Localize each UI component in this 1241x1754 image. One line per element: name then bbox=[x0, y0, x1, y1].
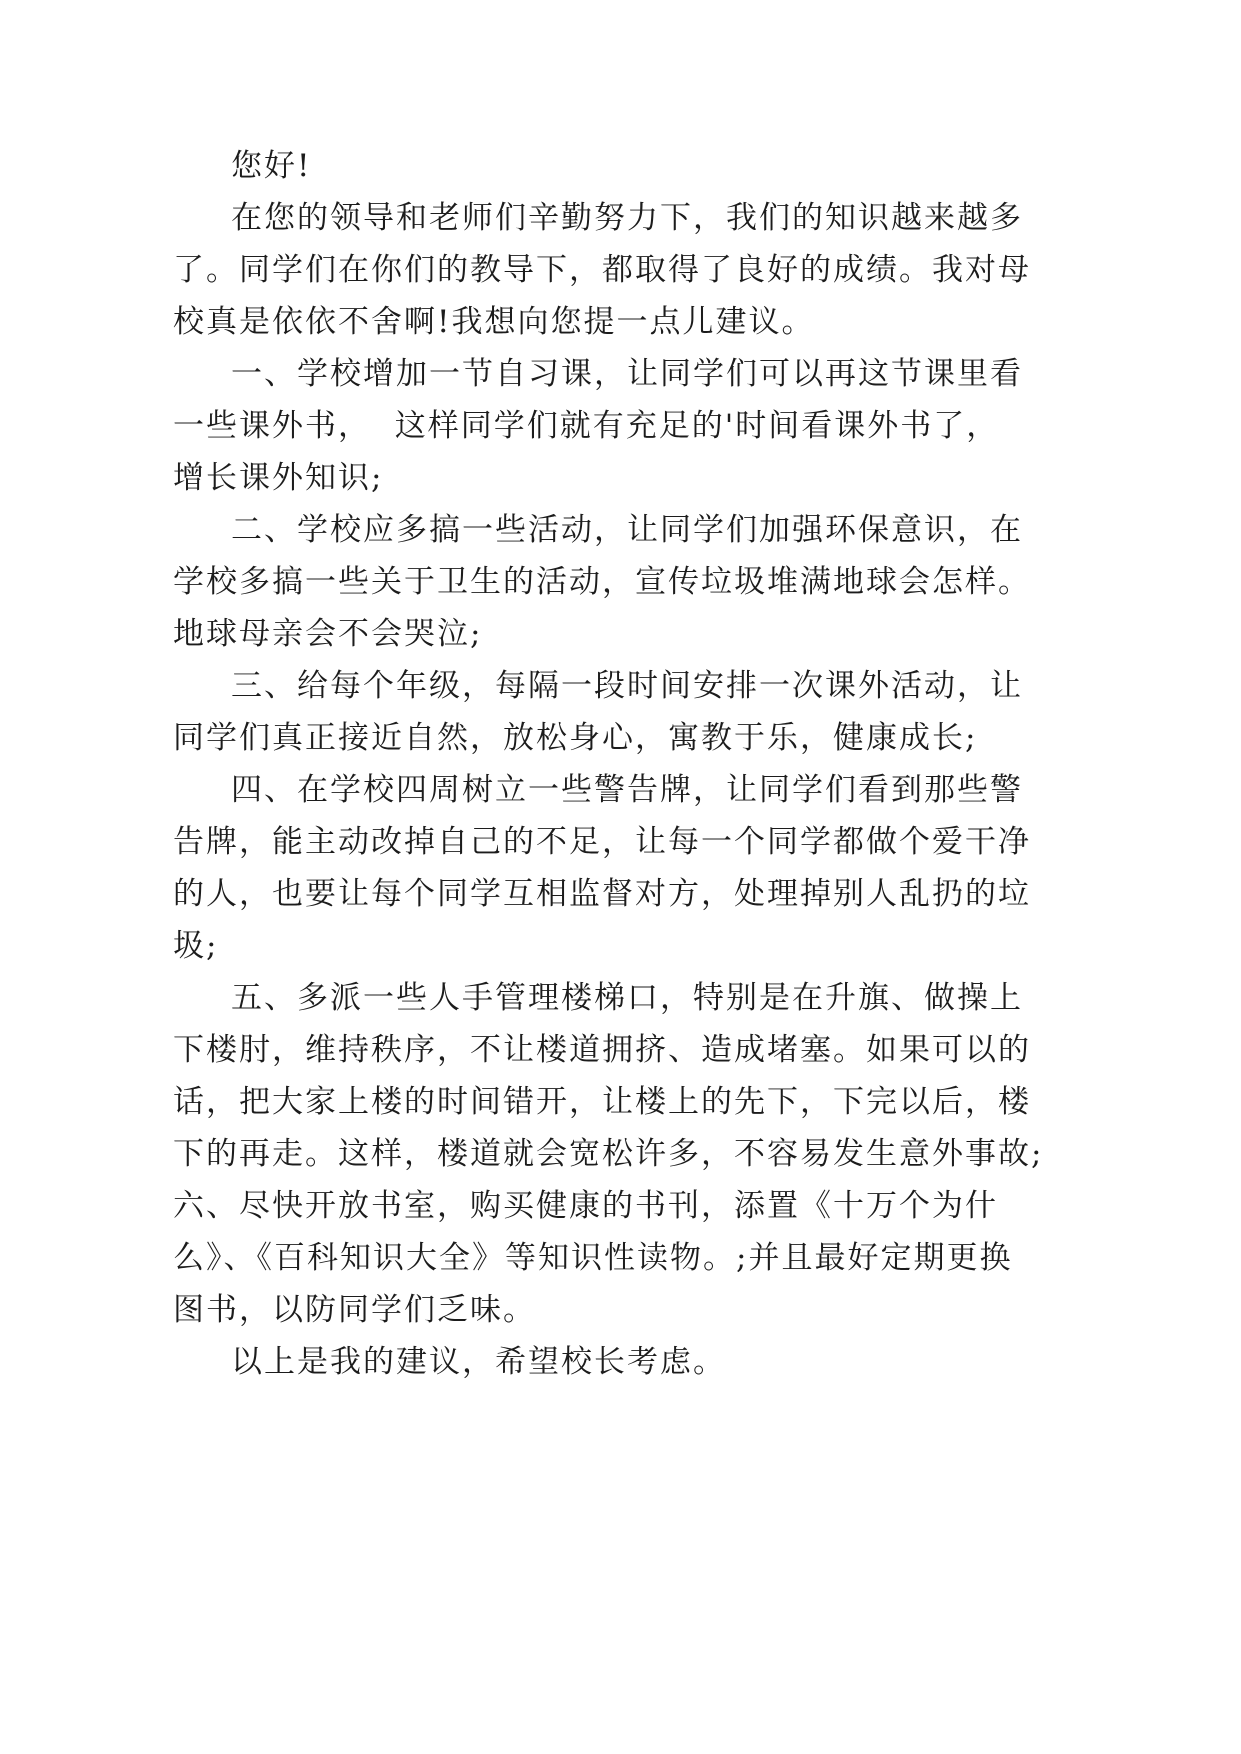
closing-line: 以上是我的建议，希望校长考虑。 bbox=[231, 1344, 726, 1380]
intro-line-1: 在您的领导和老师们辛勤努力下，我们的知识越来越多 bbox=[231, 200, 1023, 236]
suggestion-3-line-1: 三、给每个年级，每隔一段时间安排一次课外活动，让 bbox=[231, 668, 1023, 704]
suggestion-5-line-1: 五、多派一些人手管理楼梯口，特别是在升旗、做操上 bbox=[231, 980, 1023, 1016]
suggestion-1-line-2: 一些课外书， 这样同学们就有充足的'时间看课外书了， bbox=[173, 408, 1000, 444]
suggestion-4-line-1: 四、在学校四周树立一些警告牌，让同学们看到那些警 bbox=[231, 772, 1023, 808]
suggestion-6-line-2: 么》、《百科知识大全》等知识性读物。;并且最好定期更换 bbox=[173, 1240, 1013, 1276]
suggestion-1-line-1: 一、学校增加一节自习课，让同学们可以再这节课里看 bbox=[231, 356, 1023, 392]
suggestion-5-line-2: 下楼肘，维持秩序，不让楼道拥挤、造成堵塞。如果可以的 bbox=[173, 1032, 1031, 1068]
suggestion-2-line-2: 学校多搞一些关于卫生的活动，宣传垃圾堆满地球会怎样。 bbox=[173, 564, 1031, 600]
suggestion-1-line-3: 增长课外知识; bbox=[173, 460, 384, 496]
suggestion-4-line-3: 的人，也要让每个同学互相监督对方，处理掉别人乱扔的垃 bbox=[173, 876, 1031, 912]
suggestion-2-line-1: 二、学校应多搞一些活动，让同学们加强环保意识，在 bbox=[231, 512, 1023, 548]
greeting-line: 您好! bbox=[231, 148, 312, 184]
intro-line-2: 了。同学们在你们的教导下，都取得了良好的成绩。我对母 bbox=[173, 252, 1031, 288]
suggestion-2-line-3: 地球母亲会不会哭泣; bbox=[173, 616, 483, 652]
suggestion-6-line-3: 图书，以防同学们乏味。 bbox=[173, 1292, 536, 1328]
suggestion-4-line-2: 告牌，能主动改掉自己的不足，让每一个同学都做个爱干净 bbox=[173, 824, 1031, 860]
suggestion-4-line-4: 圾; bbox=[173, 928, 219, 964]
suggestion-5-line-4: 下的再走。这样，楼道就会宽松许多，不容易发生意外事故; bbox=[173, 1136, 1044, 1172]
suggestion-3-line-2: 同学们真正接近自然，放松身心，寓教于乐，健康成长; bbox=[173, 720, 978, 756]
suggestion-5-line-3: 话，把大家上楼的时间错开，让楼上的先下，下完以后，楼 bbox=[173, 1084, 1031, 1120]
suggestion-6-line-1: 六、尽快开放书室，购买健康的书刊，添置《十万个为什 bbox=[173, 1188, 998, 1224]
intro-line-3: 校真是依依不舍啊!我想向您提一点儿建议。 bbox=[173, 304, 815, 340]
